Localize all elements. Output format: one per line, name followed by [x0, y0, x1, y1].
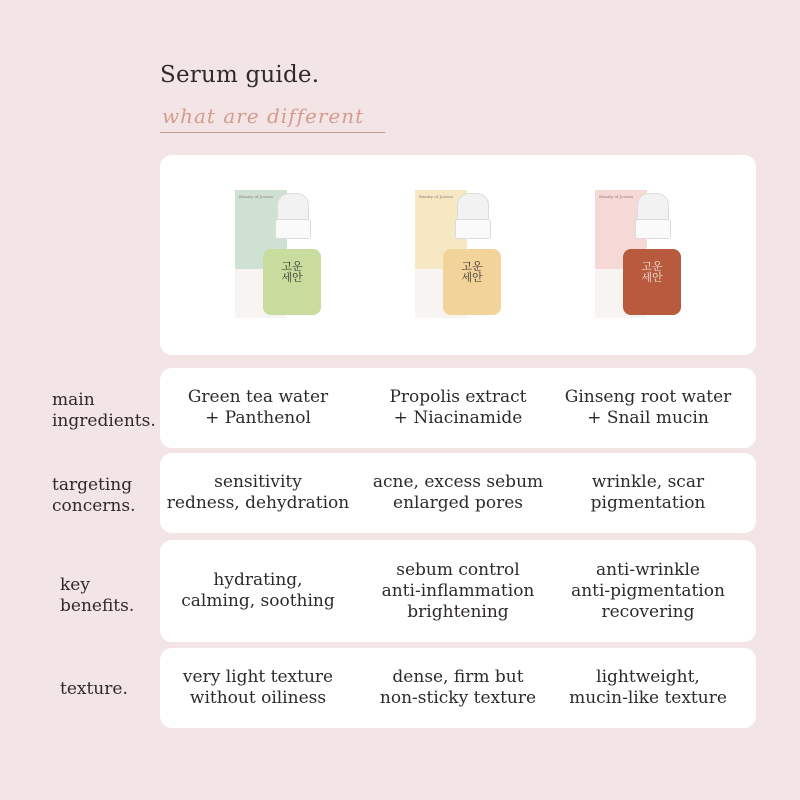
page-subtitle: what are different	[162, 104, 365, 128]
page-title: Serum guide.	[160, 62, 320, 88]
row-targeting-concerns	[160, 453, 756, 533]
propolis-serum-product-icon	[415, 185, 545, 330]
box-brand: Beauty of Joseon	[419, 194, 453, 199]
row-main-ingredients	[160, 368, 756, 448]
green-tea-serum-product-icon	[235, 185, 365, 330]
bottle-logo-text: 고운 세안	[281, 260, 303, 284]
bottle-logo-text: 고운 세안	[461, 260, 483, 284]
cell-ginseng-ingredients: Ginseng root water + Snail mucin	[564, 387, 732, 428]
row-label-main-ingredients: main ingredients.	[52, 390, 156, 431]
row-texture	[160, 648, 756, 728]
box-brand: Beauty of Joseon	[599, 194, 633, 199]
bottle-logo-text: 고운 세안	[641, 260, 663, 284]
box-brand: Beauty of Joseon	[239, 194, 273, 199]
cell-ginseng-benefits: anti-wrinkle anti-pigmentation recovering	[571, 559, 725, 622]
cell-propolis-ingredients: Propolis extract + Niacinamide	[389, 387, 527, 428]
cell-green-tea-ingredients: Green tea water + Panthenol	[187, 387, 329, 428]
row-label-key-benefits: key benefits.	[60, 575, 135, 616]
cell-propolis-concerns: acne, excess sebum enlarged pores	[372, 472, 544, 513]
products-card	[160, 155, 756, 355]
cell-green-tea-concerns: sensitivity redness, dehydration	[166, 472, 350, 513]
cell-green-tea-benefits: hydrating, calming, soothing	[181, 570, 335, 611]
row-key-benefits	[160, 540, 756, 642]
cell-green-tea-texture: very light texture without oiliness	[182, 667, 334, 708]
subtitle-underline	[160, 132, 385, 133]
cell-propolis-texture: dense, firm but non-sticky texture	[379, 667, 537, 708]
cell-ginseng-texture: lightweight, mucin-like texture	[569, 667, 727, 708]
ginseng-serum-product-icon	[595, 185, 725, 330]
row-label-targeting-concerns: targeting concerns.	[52, 475, 136, 516]
row-label-texture: texture.	[60, 679, 128, 699]
cell-propolis-benefits: sebum control anti-inflammation brightening	[381, 559, 535, 622]
cell-ginseng-concerns: wrinkle, scar pigmentation	[590, 472, 706, 513]
